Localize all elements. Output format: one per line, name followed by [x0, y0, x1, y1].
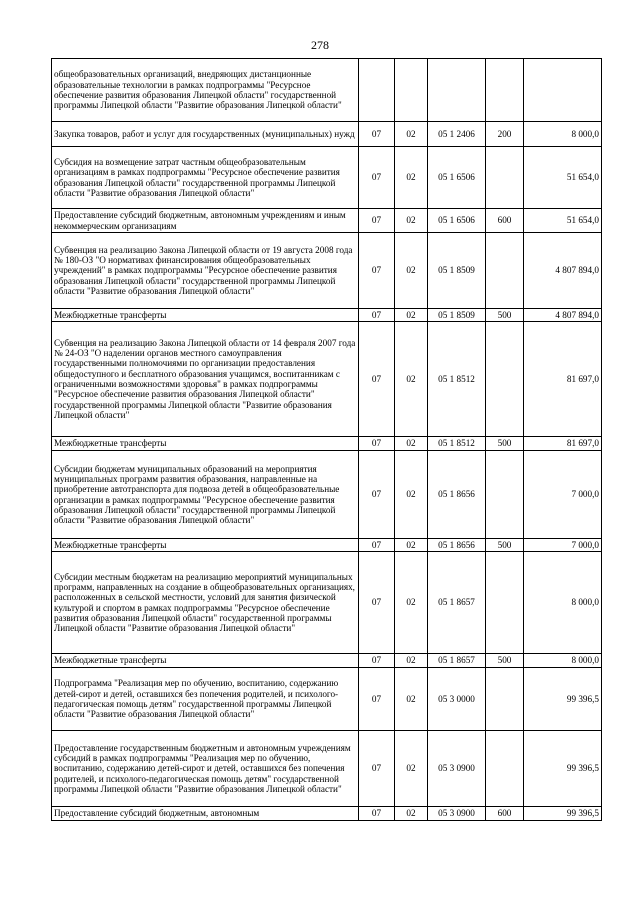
row-amount: 8 000,0	[524, 122, 602, 147]
row-name: Закупка товаров, работ и услуг для государственных (муниципальных) нужд	[52, 122, 359, 147]
table-row	[52, 309, 602, 322]
row-subsection: 02	[395, 437, 428, 451]
row-amount: 81 697,0	[524, 322, 602, 437]
row-subsection: 02	[395, 807, 428, 821]
row-amount: 7 000,0	[524, 539, 602, 552]
row-subsection: 02	[395, 731, 428, 807]
row-name: Субсидии бюджетам муниципальных образований на мероприятия муниципальных программ развития образования, направленные на приобретение автотранспорта для подвоза детей в общеобразовательные организации в рамках подпрограммы "Ресурсное обеспечение развития образования Липецкой области" государственной программы Липецкой области "Развитие образования Липецкой области"	[52, 451, 359, 539]
budget-table	[51, 58, 602, 821]
row-section	[359, 59, 395, 122]
row-expense	[486, 731, 524, 807]
row-expense	[486, 451, 524, 539]
row-amount: 8 000,0	[524, 552, 602, 654]
row-section: 07	[359, 322, 395, 437]
row-section: 07	[359, 731, 395, 807]
row-expense: 500	[486, 437, 524, 451]
row-section: 07	[359, 437, 395, 451]
page-number: 278	[311, 38, 329, 52]
row-expense: 600	[486, 807, 524, 821]
row-name: Субсидии местным бюджетам на реализацию мероприятий муниципальных программ, направленных на создание в общеобразовательных организациях, расположенных в сельской местности, условий для занятия физической культурой и спортом в рамках подпрограммы "Ресурсное обеспечение развития образования Липецкой области" государственной программы Липецкой области "Развитие образования Липецкой области"	[52, 552, 359, 654]
row-target: 05 1 8656	[428, 451, 486, 539]
row-subsection: 02	[395, 322, 428, 437]
row-amount: 51 654,0	[524, 147, 602, 209]
row-target: 05 3 0000	[428, 668, 486, 731]
table-row	[52, 654, 602, 668]
row-target: 05 3 0900	[428, 807, 486, 821]
table-row	[52, 451, 602, 539]
table-row	[52, 209, 602, 233]
row-amount: 99 396,5	[524, 807, 602, 821]
row-target: 05 1 8512	[428, 322, 486, 437]
row-section: 07	[359, 309, 395, 322]
row-amount: 99 396,5	[524, 731, 602, 807]
row-subsection: 02	[395, 122, 428, 147]
row-name: Предоставление субсидий бюджетным, автономным учреждениям и иным некоммерческим организациям	[52, 209, 359, 233]
row-section: 07	[359, 552, 395, 654]
row-name: Межбюджетные трансферты	[52, 539, 359, 552]
row-amount: 81 697,0	[524, 437, 602, 451]
row-subsection	[395, 59, 428, 122]
row-subsection: 02	[395, 233, 428, 309]
row-amount: 99 396,5	[524, 668, 602, 731]
row-expense: 500	[486, 654, 524, 668]
row-target: 05 3 0900	[428, 731, 486, 807]
table-row	[52, 147, 602, 209]
row-amount: 7 000,0	[524, 451, 602, 539]
table-row	[52, 539, 602, 552]
row-target: 05 1 8657	[428, 552, 486, 654]
row-target: 05 1 6506	[428, 209, 486, 233]
row-name: Субвенция на реализацию Закона Липецкой области от 14 февраля 2007 года № 24-ОЗ "О наделении органов местного самоуправления государственными полномочиями по организации предоставления общедоступного и бесплатного образования учащимся, воспитанникам с ограниченными возможностями здоровья" в рамках подпрограммы "Ресурсное обеспечение развития образования Липецкой области" государственной программы Липецкой области "Развитие образования Липецкой области"	[52, 322, 359, 437]
row-name: Межбюджетные трансферты	[52, 437, 359, 451]
row-expense	[486, 322, 524, 437]
row-target: 05 1 8509	[428, 233, 486, 309]
row-name: Подпрограмма "Реализация мер по обучению, воспитанию, содержанию детей-сирот и детей, оставшихся без попечения родителей, и психолого-педагогическая помощь детям" государственной программы Липецкой области "Развитие образования Липецкой области"	[52, 668, 359, 731]
row-target	[428, 59, 486, 122]
row-subsection: 02	[395, 209, 428, 233]
row-section: 07	[359, 122, 395, 147]
row-target: 05 1 2406	[428, 122, 486, 147]
row-expense	[486, 59, 524, 122]
table-row	[52, 437, 602, 451]
row-section: 07	[359, 807, 395, 821]
row-subsection: 02	[395, 552, 428, 654]
row-target: 05 1 8657	[428, 654, 486, 668]
row-subsection: 02	[395, 668, 428, 731]
row-amount	[524, 59, 602, 122]
row-name: Субвенция на реализацию Закона Липецкой области от 19 августа 2008 года № 180-ОЗ "О нормативах финансирования общеобразовательных учреждений" в рамках подпрограммы "Ресурсное обеспечение развития образования Липецкой области" государственной программы Липецкой области "Развитие образования Липецкой области"	[52, 233, 359, 309]
row-section: 07	[359, 147, 395, 209]
row-section: 07	[359, 233, 395, 309]
row-expense: 200	[486, 122, 524, 147]
table-row	[52, 322, 602, 437]
row-subsection: 02	[395, 451, 428, 539]
row-section: 07	[359, 539, 395, 552]
row-section: 07	[359, 654, 395, 668]
row-name: Межбюджетные трансферты	[52, 654, 359, 668]
row-subsection: 02	[395, 654, 428, 668]
table-row	[52, 668, 602, 731]
row-section: 07	[359, 209, 395, 233]
row-name: общеобразовательных организаций, внедряющих дистанционные образовательные технологии в рамках подпрограммы "Ресурсное обеспечение развития образования Липецкой области" государственной программы Липецкой области "Развитие образования Липецкой области"	[52, 59, 359, 122]
row-section: 07	[359, 451, 395, 539]
row-name: Межбюджетные трансферты	[52, 309, 359, 322]
row-expense: 500	[486, 309, 524, 322]
row-amount: 4 807 894,0	[524, 233, 602, 309]
row-section: 07	[359, 668, 395, 731]
row-expense	[486, 668, 524, 731]
row-expense	[486, 552, 524, 654]
row-amount: 51 654,0	[524, 209, 602, 233]
table-row	[52, 59, 602, 122]
row-target: 05 1 8656	[428, 539, 486, 552]
row-target: 05 1 6506	[428, 147, 486, 209]
row-name: Предоставление субсидий бюджетным, автономным	[52, 807, 359, 821]
row-amount: 4 807 894,0	[524, 309, 602, 322]
row-expense: 500	[486, 539, 524, 552]
row-amount: 8 000,0	[524, 654, 602, 668]
row-target: 05 1 8509	[428, 309, 486, 322]
row-subsection: 02	[395, 309, 428, 322]
row-subsection: 02	[395, 147, 428, 209]
table-row	[52, 807, 602, 821]
row-target: 05 1 8512	[428, 437, 486, 451]
row-expense	[486, 147, 524, 209]
table-row	[52, 122, 602, 147]
table-row	[52, 552, 602, 654]
table-row	[52, 731, 602, 807]
row-expense	[486, 233, 524, 309]
table-row	[52, 233, 602, 309]
row-expense: 600	[486, 209, 524, 233]
row-name: Субсидия на возмещение затрат частным общеобразовательным организациям в рамках подпрограммы "Ресурсное обеспечение развития образования Липецкой области" государственной программы Липецкой области "Развитие образования Липецкой области"	[52, 147, 359, 209]
row-subsection: 02	[395, 539, 428, 552]
row-name: Предоставление государственным бюджетным и автономным учреждениям субсидий в рамках подпрограммы "Реализация мер по обучению, воспитанию, содержанию детей-сирот и детей, оставшихся без попечения родителей, и психолого-педагогическая помощь детям" государственной программы Липецкой области "Развитие образования Липецкой области"	[52, 731, 359, 807]
